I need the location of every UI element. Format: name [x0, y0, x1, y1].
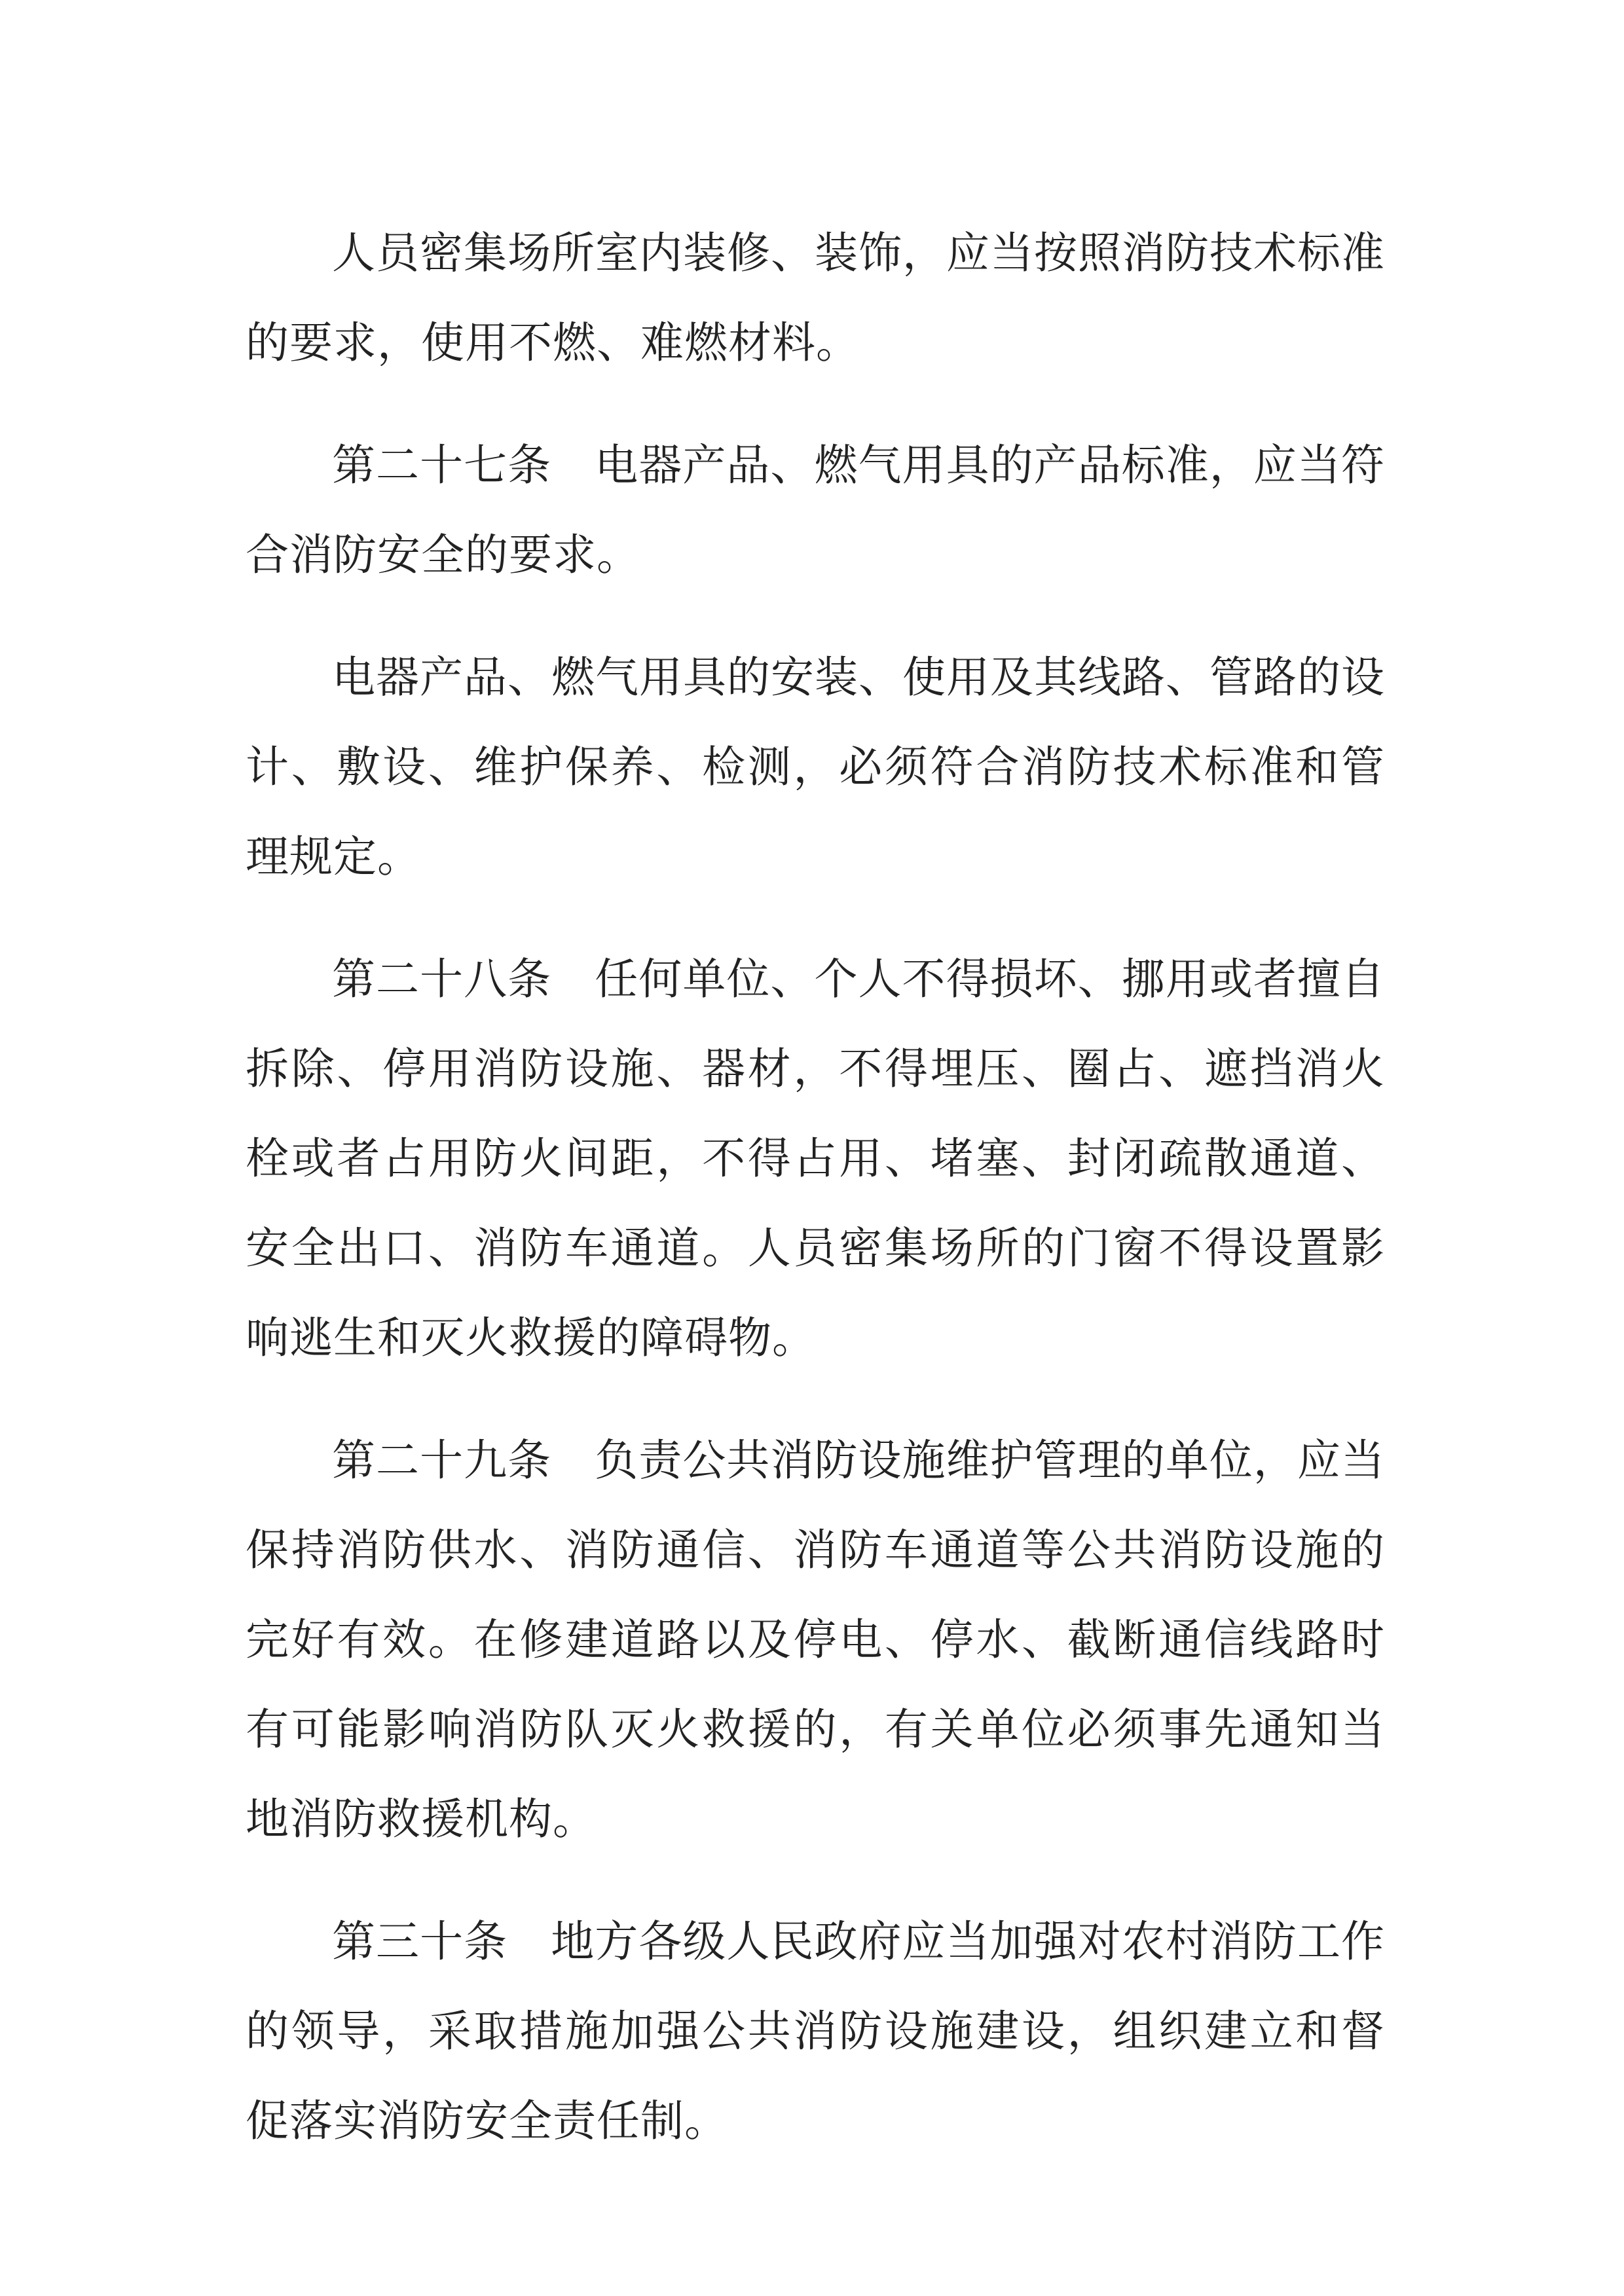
article-number: 第三十条	[332, 1916, 508, 1967]
paragraph-text: 地方各级人民政府应当加强对农村消防工作的领导，采取措施加强公共消防设施建设，组织建立和督促落实消防安全责任制。	[246, 1916, 1386, 2146]
article-number: 第二十八条	[332, 954, 552, 1004]
paragraph-article-29	[246, 1415, 1385, 1864]
article-number: 第二十七条	[332, 440, 552, 490]
paragraph-interior-decoration	[246, 208, 1385, 388]
paragraph-article-30	[246, 1897, 1385, 2166]
paragraph-article-27	[246, 420, 1385, 600]
paragraph-article-28	[246, 934, 1385, 1383]
article-number: 第二十九条	[332, 1435, 552, 1485]
document-body	[246, 208, 1385, 2198]
paragraph-electrical-installation	[246, 632, 1385, 902]
paragraph-text: 电器产品、燃气用具的产品标准，应当符合消防安全的要求。	[246, 440, 1386, 580]
paragraph-text: 人员密集场所室内装修、装饰，应当按照消防技术标准的要求，使用不燃、难燃材料。	[246, 228, 1385, 368]
paragraph-text: 任何单位、个人不得损坏、挪用或者擅自拆除、停用消防设施、器材，不得埋压、圈占、遮挡消火栓或者占用防火间距，不得占用、堵塞、封闭疏散通道、安全出口、消防车通道。人员密集场所的门窗不得设置影响逃生和灭火救援的障碍物。	[246, 954, 1386, 1363]
paragraph-text: 电器产品、燃气用具的安装、使用及其线路、管路的设计、敷设、维护保养、检测，必须符合消防技术标准和管理规定。	[246, 652, 1385, 882]
paragraph-text: 负责公共消防设施维护管理的单位，应当保持消防供水、消防通信、消防车通道等公共消防设施的完好有效。在修建道路以及停电、停水、截断通信线路时有可能影响消防队灭火救援的，有关单位必须事先通知当地消防救援机构。	[246, 1435, 1386, 1844]
